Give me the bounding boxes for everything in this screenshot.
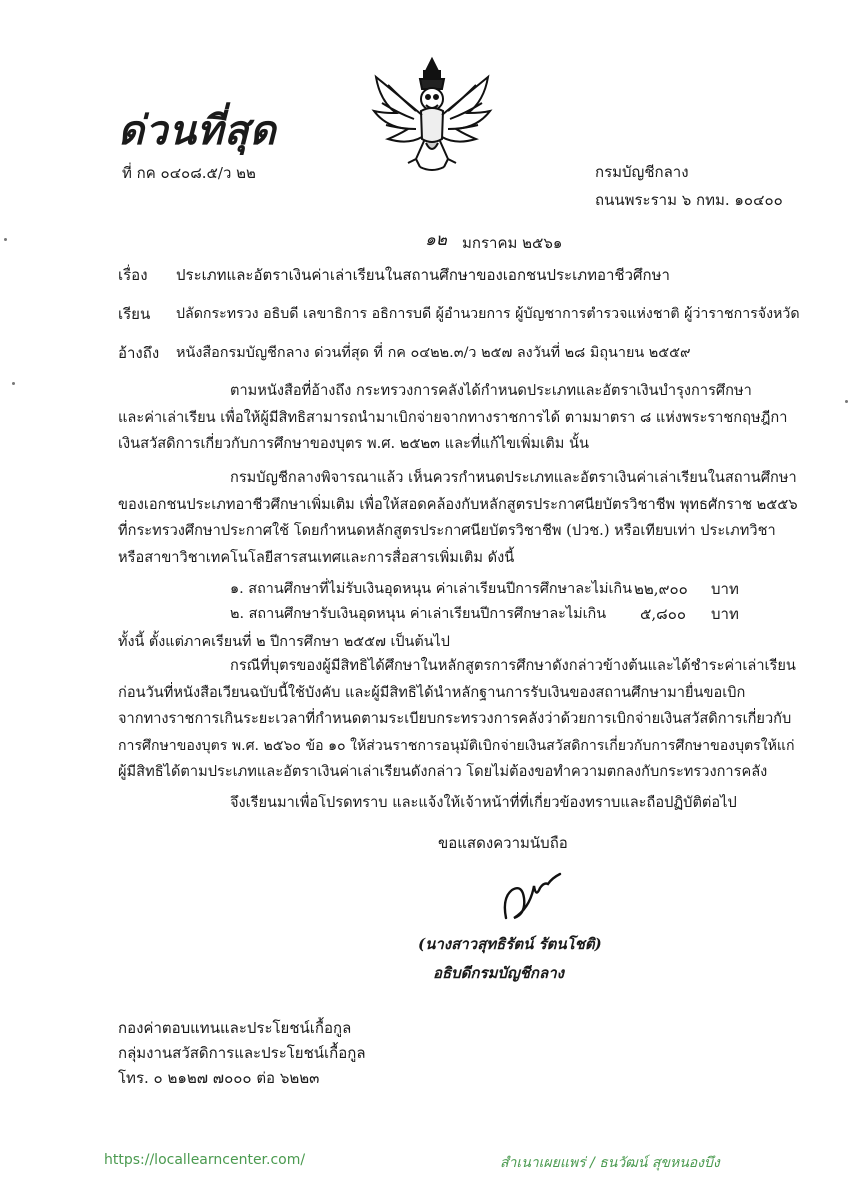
paragraph-line: ก่อนวันที่หนังสือเวียนฉบับนี้ใช้บังคับ และผู้มีสิทธิได้นำหลักฐานการรับเงินของสถานศึกษามายื่นขอเบิก	[118, 683, 746, 701]
subject-text: ประเภทและอัตราเงินค่าเล่าเรียนในสถานศึกษาของเอกชนประเภทอาชีวศึกษา	[176, 266, 670, 284]
paragraph-line: ของเอกชนประเภทอาชีวศึกษาเพิ่มเติม เพื่อให้สอดคล้องกับหลักสูตรประกาศนียบัตรวิชาชีพ พุทธศักราช ๒๕๕๖	[118, 495, 798, 513]
regards: ขอแสดงความนับถือ	[438, 834, 568, 852]
copy-credit: สำเนาเผยแพร่ / ธนวัฒน์ สุขหนองบึง	[500, 1155, 720, 1171]
rate-item-1-unit: บาท	[711, 580, 739, 598]
rate-item-2-amount: ๕,๘๐๐	[640, 605, 687, 623]
date-day: ๑๒	[425, 230, 447, 250]
recipient-text: ปลัดกระทรวง อธิบดี เลขาธิการ อธิการบดี ผู้อำนวยการ ผู้บัญชาการตำรวจแห่งชาติ ผู้ว่าราชการจังหวัด	[176, 306, 800, 322]
document-number: ที่ กค ๐๔๐๘.๕/ว ๒๒	[122, 164, 256, 182]
contact-group: กลุ่มงานสวัสดิการและประโยชน์เกื้อกูล	[118, 1044, 366, 1062]
paragraph-line: ผู้มีสิทธิได้ตามประเภทและอัตราเงินค่าเล่าเรียนดังกล่าว โดยไม่ต้องขอทำความตกลงกับกระทรวงการคลัง	[118, 763, 768, 780]
paragraph-line: การศึกษาของบุตร พ.ศ. ๒๕๖๐ ข้อ ๑๐ ให้ส่วนราชการอนุมัติเบิกจ่ายเงินสวัสดิการเกี่ยวกับการศึกษาของบุตรให้แก่	[118, 737, 795, 754]
source-link[interactable]: https://locallearncenter.com/	[104, 1152, 306, 1168]
rate-item-2-text: ๒. สถานศึกษารับเงินอุดหนุน ค่าเล่าเรียนปีการศึกษาละไม่เกิน	[230, 606, 607, 622]
paragraph-line: เงินสวัสดิการเกี่ยวกับการศึกษาของบุตร พ.ศ. ๒๕๒๓ และที่แก้ไขเพิ่มเติม นั้น	[118, 435, 589, 452]
contact-phone: โทร. ๐ ๒๑๒๗ ๗๐๐๐ ต่อ ๖๒๒๓	[118, 1069, 320, 1087]
closing-line: จึงเรียนมาเพื่อโปรดทราบ และแจ้งให้เจ้าหน้าที่ที่เกี่ยวข้องทราบและถือปฏิบัติต่อไป	[230, 794, 737, 811]
date-month-year: มกราคม ๒๕๖๑	[462, 234, 563, 252]
paragraph-line: ตามหนังสือที่อ้างถึง กระทรวงการคลังได้กำหนดประเภทและอัตราเงินบำรุงการศึกษา	[230, 382, 752, 399]
reference-text: หนังสือกรมบัญชีกลาง ด่วนที่สุด ที่ กค ๐๔๒๒.๓/ว ๒๕๗ ลงวันที่ ๒๘ มิถุนายน ๒๕๕๙	[176, 345, 691, 361]
paragraph-line: หรือสาขาวิชาเทคโนโลยีสารสนเทศและการสื่อสารเพิ่มเติม ดังนี้	[118, 548, 515, 566]
contact-division: กองค่าตอบแทนและประโยชน์เกื้อกูล	[118, 1019, 352, 1037]
paragraph-line: และค่าเล่าเรียน เพื่อให้ผู้มีสิทธิสามารถนำมาเบิกจ่ายจากทางราชการได้ ตามมาตรา ๘ แห่งพระราชกฤษฎีกา	[118, 408, 788, 426]
scan-speck	[12, 382, 15, 385]
garuda-emblem-icon	[368, 55, 496, 177]
signature-mark	[500, 868, 565, 928]
paragraph-line: จากทางราชการเกินระยะเวลาที่กำหนดตามระเบียบกระทรวงการคลังว่าด้วยการเบิกจ่ายเงินสวัสดิการเกี่ยวกับ	[118, 710, 792, 727]
recipient-label: เรียน	[118, 305, 151, 323]
paragraph-1	[118, 378, 788, 458]
paragraph-line: กรมบัญชีกลางพิจารณาแล้ว เห็นควรกำหนดประเภทและอัตราเงินค่าเล่าเรียนในสถานศึกษา	[230, 469, 797, 486]
urgency-stamp: ด่วนที่สุด	[118, 107, 277, 154]
issuer-address: ถนนพระราม ๖ กทม. ๑๐๔๐๐	[595, 191, 783, 209]
effective-date: ทั้งนี้ ตั้งแต่ภาคเรียนที่ ๒ ปีการศึกษา ๒๕๕๗ เป็นต้นไป	[118, 634, 450, 650]
rate-item-2-unit: บาท	[711, 605, 739, 623]
scan-speck	[845, 400, 848, 403]
paragraph-line: กรณีที่บุตรของผู้มีสิทธิได้ศึกษาในหลักสูตรการศึกษาดังกล่าวข้างต้นและได้ชำระค่าเล่าเรียน	[230, 657, 796, 674]
paragraph-3	[118, 653, 796, 786]
paragraph-line: ที่กระทรวงศึกษาประกาศใช้ โดยกำหนดหลักสูตรประกาศนียบัตรวิชาชีพ (ปวช.) หรือเทียบเท่า ประเภทวิชา	[118, 522, 776, 539]
signatory-name: (นางสาวสุทธิรัตน์ รัตนโชติ)	[418, 935, 602, 953]
scan-speck	[4, 238, 7, 241]
paragraph-2	[118, 465, 798, 571]
reference-label: อ้างถึง	[118, 344, 160, 362]
rate-item-1-text: ๑. สถานศึกษาที่ไม่รับเงินอุดหนุน ค่าเล่าเรียนปีการศึกษาละไม่เกิน	[230, 581, 632, 597]
signatory-title: อธิบดีกรมบัญชีกลาง	[433, 964, 564, 982]
rate-item-1-amount: ๒๒,๙๐๐	[634, 580, 688, 598]
issuer-name: กรมบัญชีกลาง	[595, 163, 689, 181]
subject-label: เรื่อง	[118, 266, 148, 284]
